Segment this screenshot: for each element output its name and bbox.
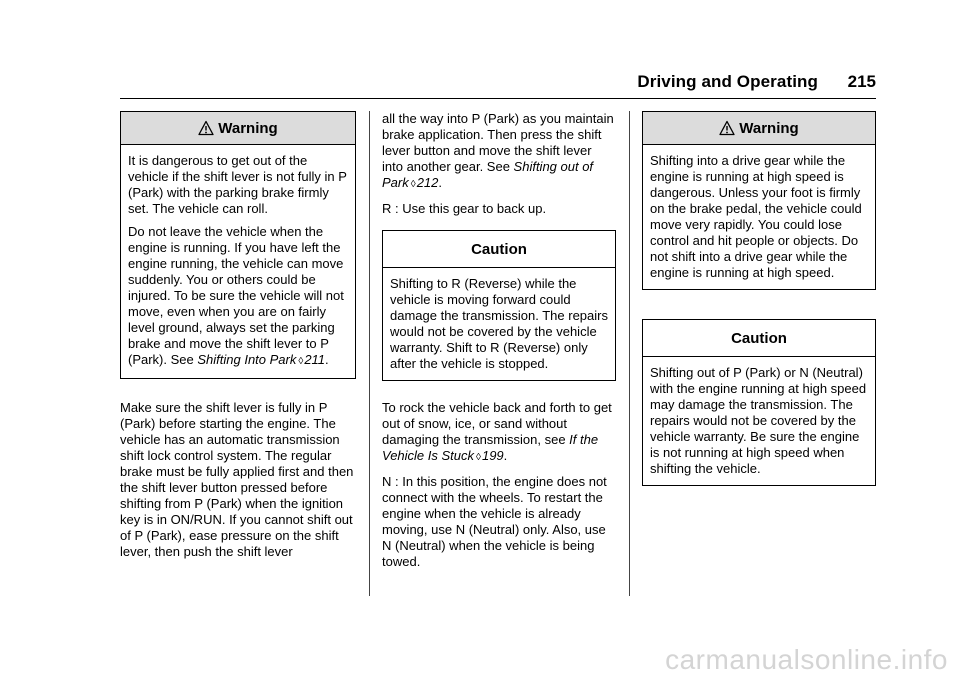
body-paragraph bbox=[382, 111, 616, 193]
page-number: 215 bbox=[847, 72, 876, 91]
warning-paragraph bbox=[128, 224, 348, 370]
gear-n-label: N : bbox=[382, 474, 399, 489]
warning-icon bbox=[198, 120, 214, 136]
column-3 bbox=[642, 111, 876, 486]
body-paragraph bbox=[382, 400, 616, 466]
warning-icon bbox=[719, 120, 735, 136]
page-header bbox=[120, 72, 876, 99]
caution-title: Caution bbox=[471, 240, 527, 258]
cross-reference-link[interactable]: Shifting Into Park bbox=[197, 352, 297, 367]
caution-body bbox=[643, 357, 875, 485]
warning-header bbox=[643, 112, 875, 145]
caution-text: Shifting out of P (Park) or N (Neutral) with the engine running at high speed may damage the transmission. The repairs would not be covered by the vehicle warranty. Be sure the engine is not running at high speed when shifting the vehicle. bbox=[650, 365, 867, 476]
warning-header bbox=[121, 112, 355, 145]
column-1 bbox=[120, 111, 356, 560]
column-divider bbox=[369, 111, 370, 596]
page-ref-number[interactable]: 211 bbox=[304, 352, 326, 367]
page-ref-number[interactable]: 199 bbox=[481, 448, 504, 463]
watermark: carmanualsonline.info bbox=[665, 644, 948, 675]
body-text: all the way into P (Park) as you maintain brake application. Then press the shift lever button and move the shift lever into another gear. See bbox=[382, 111, 614, 174]
period: . bbox=[325, 352, 329, 367]
page-ref-icon: ◊ bbox=[476, 452, 481, 463]
column-2 bbox=[382, 111, 616, 570]
cross-reference-link[interactable]: Shifting out of Park bbox=[382, 159, 594, 190]
warning-box bbox=[642, 111, 876, 290]
section-title: Driving and Operating bbox=[637, 72, 818, 91]
caution-title: Caution bbox=[731, 329, 787, 347]
warning-title: Warning bbox=[739, 119, 799, 137]
body-text: To rock the vehicle back and forth to get out of snow, ice, or sand without damaging the transmission, see bbox=[382, 400, 612, 447]
gear-n-text: In this position, the engine does not connect with the wheels. To restart the engine when the vehicle is already moving, use N (Neutral) only. Also, use N (Neutral) when the vehicle is being towed. bbox=[382, 474, 607, 569]
warning-box bbox=[120, 111, 356, 379]
gear-n-paragraph bbox=[382, 474, 616, 570]
caution-box bbox=[382, 230, 616, 381]
caution-text: Shifting to R (Reverse) while the vehicle is moving forward could damage the transmission. The repairs would not be covered by the vehicle warranty. Shift to R (Reverse) only after the vehicle is stopped. bbox=[390, 276, 608, 371]
page-ref-icon: ◊ bbox=[298, 356, 304, 367]
gear-r-text: Use this gear to back up. bbox=[402, 201, 547, 216]
caution-box bbox=[642, 319, 876, 486]
body-paragraph: Make sure the shift lever is fully in P (Park) before starting the engine. The vehicle has an automatic transmission shift lock control system. The regular brake must be fully applied first and then the shift lever button pressed before shifting from P (Park) when the ignition key is in ON/RUN. If you cannot shift out of P (Park), ease pressure on the shift lever, then push the shift lever bbox=[120, 400, 354, 559]
caution-header bbox=[383, 231, 615, 268]
cross-reference-link[interactable]: If the Vehicle Is Stuck bbox=[382, 432, 599, 463]
column-divider bbox=[629, 111, 630, 596]
gear-r-label: R : bbox=[382, 201, 399, 216]
caution-header bbox=[643, 320, 875, 357]
period: . bbox=[438, 175, 443, 190]
warning-text: Do not leave the vehicle when the engine is running. If you have left the engine running, the vehicle can move suddenly. You or others could be injured. To be sure the vehicle will not move, even when you are on fairly level ground, always set the parking brake and move the shift lever to P (Park). See bbox=[128, 224, 344, 367]
warning-body bbox=[643, 145, 875, 289]
warning-paragraph: It is dangerous to get out of the vehicle if the shift lever is not fully in P (Park) with the parking brake firmly set. The vehicle can roll. bbox=[128, 153, 347, 216]
gear-r-paragraph bbox=[382, 201, 616, 217]
warning-text: Shifting into a drive gear while the engine is running at high speed is dangerous. Unless your foot is firmly on the brake pedal, the vehicle could move very rapidly. You could lose control and hit people or objects. Do not shift into a drive gear while the engine is running at high speed. bbox=[650, 153, 862, 280]
page-ref-number[interactable]: 212 bbox=[416, 175, 439, 190]
caution-body bbox=[383, 268, 615, 380]
warning-body bbox=[121, 145, 355, 378]
warning-title: Warning bbox=[218, 119, 278, 137]
period: . bbox=[503, 448, 508, 463]
page-ref-icon: ◊ bbox=[410, 179, 416, 190]
